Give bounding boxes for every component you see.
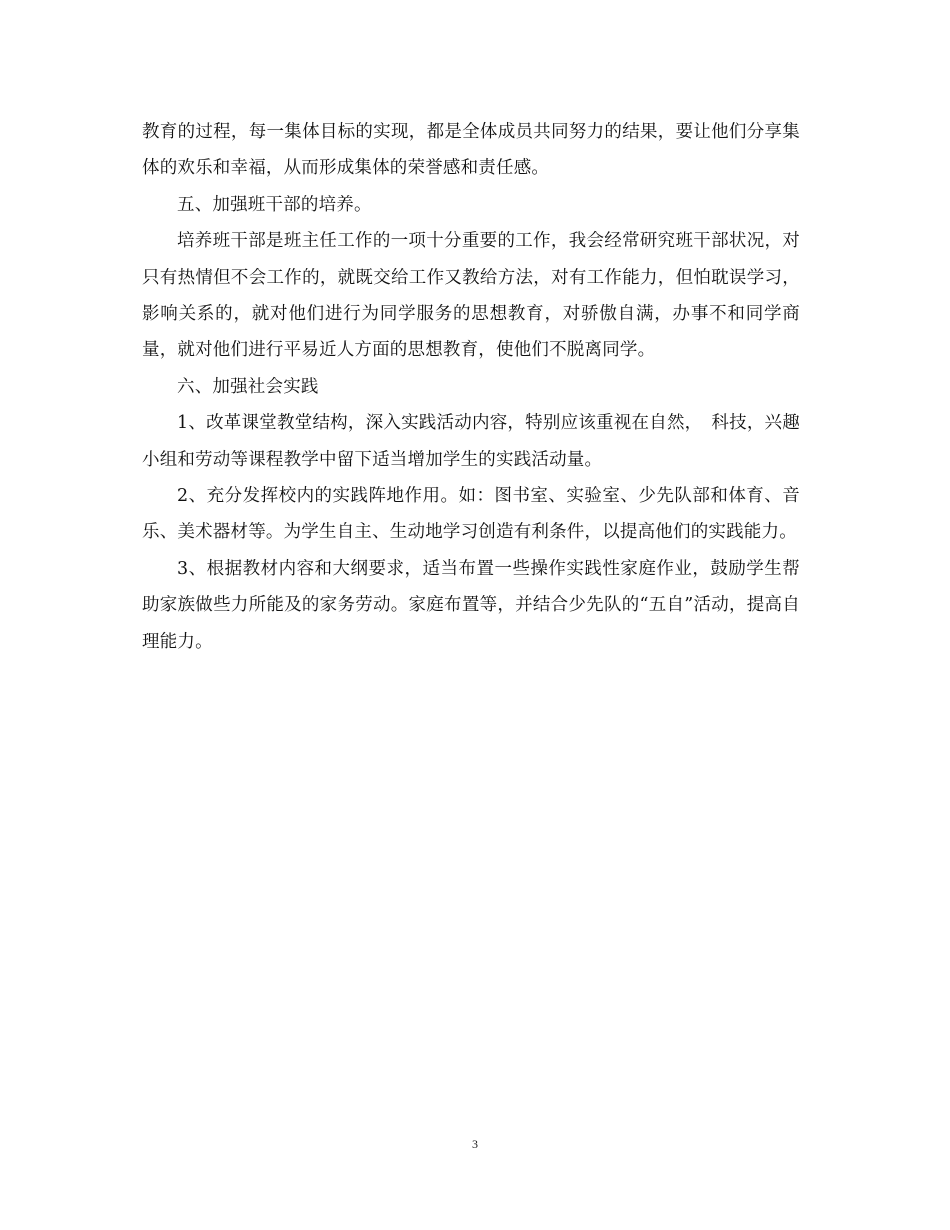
paragraph-class-cadre-training: 培养班干部是班主任工作的一项十分重要的工作，我会经常研究班干部状况，对只有热情但不会工作的，就既交给工作又教给方法，对有工作能力，但怕耽误学习，影响关系的，就对他们进行为同学服务的思想教育，对骄傲自满，办事不和同学商量，就对他们进行平易近人方面的思想教育，使他们不脱离同学。 (142, 231, 800, 361)
heading-class-cadre-training: 五、加强班干部的培养。 (177, 194, 372, 215)
list-item-campus-practice: 2、充分发挥校内的实践阵地作用。如：图书室、实验室、少先队部和体育、音乐、美术器材等。为学生自主、生动地学习创造有利条件，以提高他们的实践能力。 (142, 486, 800, 543)
document-body (142, 114, 800, 660)
heading-social-practice: 六、加强社会实践 (177, 376, 319, 397)
list-item-classroom-reform: 1、改革课堂教堂结构，深入实践活动内容，特别应该重视在自然， 科技，兴趣小组和劳动等课程教学中留下适当增加学生的实践活动量。 (142, 413, 800, 470)
page-number: 3 (472, 1137, 478, 1151)
paragraph-collective-education: 教育的过程，每一集体目标的实现，都是全体成员共同努力的结果，要让他们分享集体的欢乐和幸福，从而形成集体的荣誉感和责任感。 (142, 122, 800, 179)
list-item-home-practice: 3、根据教材内容和大纲要求，适当布置一些操作实践性家庭作业，鼓励学生帮助家族做些力所能及的家务劳动。家庭布置等，并结合少先队的“五自”活动，提高自理能力。 (142, 558, 800, 652)
